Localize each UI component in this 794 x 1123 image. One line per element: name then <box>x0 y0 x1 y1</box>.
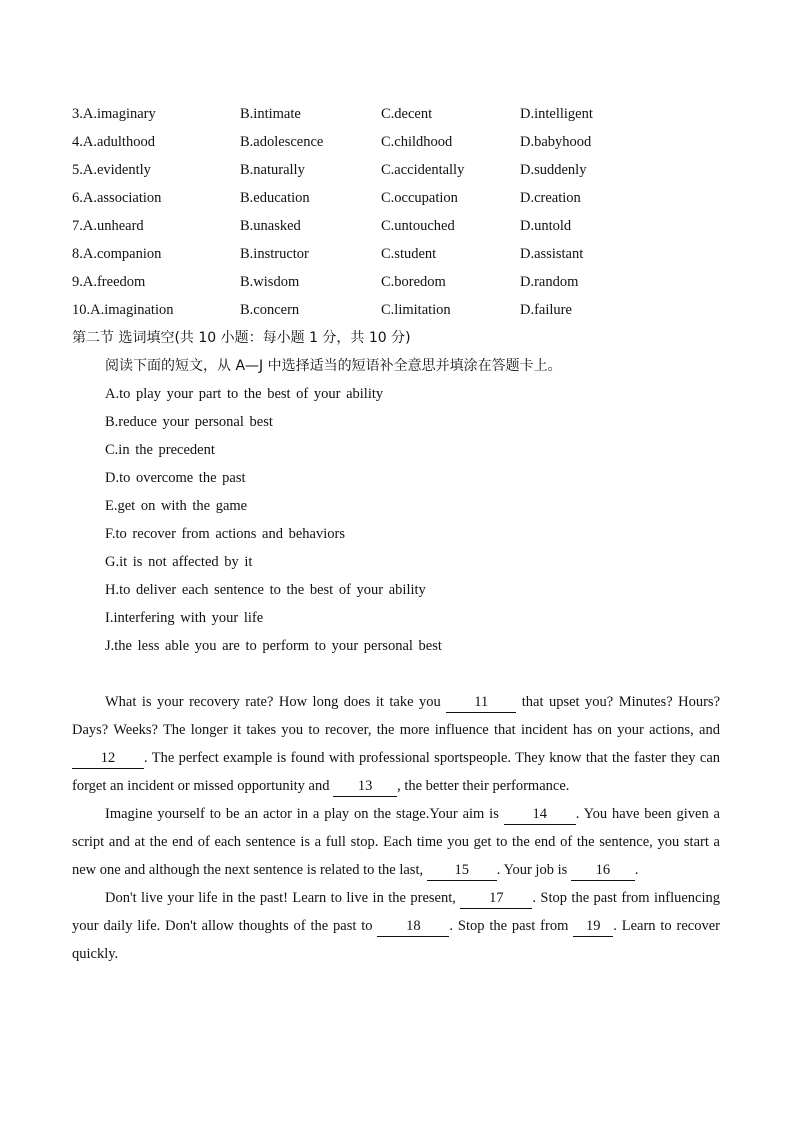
option-c: C.student <box>381 246 437 262</box>
section-instruction: 阅读下面的短文，从 A—J 中选择适当的短语补全意思并填涂在答题卡上。 <box>105 358 562 374</box>
option-a: 8.A.companion <box>72 246 162 262</box>
choice-item: H.to deliver each sentence to the best of your ability <box>105 582 426 598</box>
option-d: D.suddenly <box>520 162 587 178</box>
passage-text: . You have been given a script and at the end of each sentence is a full stop. Each time you get to the end of the sentence, you start a new one and although the next sentence is related to the last, <box>72 806 720 878</box>
choice-item: G.it is not affected by it <box>105 554 253 570</box>
option-row <box>72 156 720 184</box>
options-table <box>72 100 720 324</box>
passage-text: . Stop the past from influencing your daily life. Don't allow thoughts of the past to <box>72 890 720 934</box>
option-b: B.naturally <box>240 162 305 178</box>
option-b: B.unasked <box>240 218 301 234</box>
choice-item: J.the less able you are to perform to your personal best <box>105 638 442 654</box>
option-row <box>72 100 720 128</box>
passage-text: . <box>634 862 639 878</box>
passage-text: . Your job is <box>496 862 568 878</box>
passage-text: . The perfect example is found with professional sportspeople. They know that the faster they can forget an incident or missed opportunity and <box>72 750 720 794</box>
option-row <box>72 184 720 212</box>
passage-text: . Stop the past from <box>449 918 569 934</box>
option-c: C.untouched <box>381 218 455 234</box>
passage-paragraph-2 <box>72 800 720 884</box>
option-d: D.babyhood <box>520 134 592 150</box>
blank-18: 18 <box>377 916 449 937</box>
blank-12: 12 <box>72 748 144 769</box>
option-c: C.occupation <box>381 190 458 206</box>
section-title: 第二节 选词填空(共 10 小题：每小题 1 分，共 10 分) <box>72 330 411 346</box>
choice-item: A.to play your part to the best of your ability <box>105 386 384 402</box>
option-a: 5.A.evidently <box>72 162 151 178</box>
choice-item: E.get on with the game <box>105 498 248 514</box>
option-row <box>72 296 720 324</box>
option-b: B.wisdom <box>240 274 300 290</box>
option-a: 10.A.imagination <box>72 302 174 318</box>
choice-item: D.to overcome the past <box>105 470 246 486</box>
passage-paragraph-1 <box>72 688 720 800</box>
blank-13: 13 <box>333 776 397 797</box>
blank-15: 15 <box>427 860 497 881</box>
option-c: C.accidentally <box>381 162 465 178</box>
option-a: 9.A.freedom <box>72 274 146 290</box>
document-page <box>72 100 720 968</box>
option-b: B.intimate <box>240 106 301 122</box>
option-b: B.education <box>240 190 310 206</box>
option-a: 4.A.adulthood <box>72 134 155 150</box>
option-row <box>72 212 720 240</box>
option-row <box>72 128 720 156</box>
option-a: 3.A.imaginary <box>72 106 156 122</box>
option-b: B.instructor <box>240 246 309 262</box>
blank-11: 11 <box>446 692 516 713</box>
option-c: C.decent <box>381 106 433 122</box>
spacer <box>72 660 720 688</box>
option-a: 7.A.unheard <box>72 218 144 234</box>
blank-16: 16 <box>571 860 635 881</box>
choice-item: B.reduce your personal best <box>105 414 273 430</box>
choice-item: I.interfering with your life <box>105 610 264 626</box>
choice-list <box>72 380 720 660</box>
choice-item: C.in the precedent <box>105 442 215 458</box>
option-c: C.limitation <box>381 302 451 318</box>
option-d: D.random <box>520 274 579 290</box>
passage-text: that upset you? Minutes? Hours? Days? Weeks? The longer it takes you to recover, the more influence that incident has on your actions, and <box>72 694 721 738</box>
blank-17: 17 <box>460 888 532 909</box>
passage-text: , the better their performance. <box>397 778 570 794</box>
passage-text: Imagine yourself to be an actor in a play on the stage.Your aim is <box>105 806 499 822</box>
blank-14: 14 <box>504 804 576 825</box>
option-d: D.assistant <box>520 246 584 262</box>
option-b: B.concern <box>240 302 300 318</box>
option-b: B.adolescence <box>240 134 324 150</box>
passage-text: . Learn to recover quickly. <box>72 918 721 962</box>
passage-paragraph-3 <box>72 884 720 968</box>
choice-item: F.to recover from actions and behaviors <box>105 526 345 542</box>
option-row <box>72 240 720 268</box>
passage-text: Don't live your life in the past! Learn to live in the present, <box>105 890 456 906</box>
option-a: 6.A.association <box>72 190 162 206</box>
option-row <box>72 268 720 296</box>
option-d: D.untold <box>520 218 572 234</box>
option-d: D.failure <box>520 302 572 318</box>
option-c: C.boredom <box>381 274 446 290</box>
option-d: D.intelligent <box>520 106 593 122</box>
blank-19: 19 <box>573 916 613 937</box>
passage-text: What is your recovery rate? How long does it take you <box>105 694 441 710</box>
option-c: C.childhood <box>381 134 453 150</box>
option-d: D.creation <box>520 190 581 206</box>
